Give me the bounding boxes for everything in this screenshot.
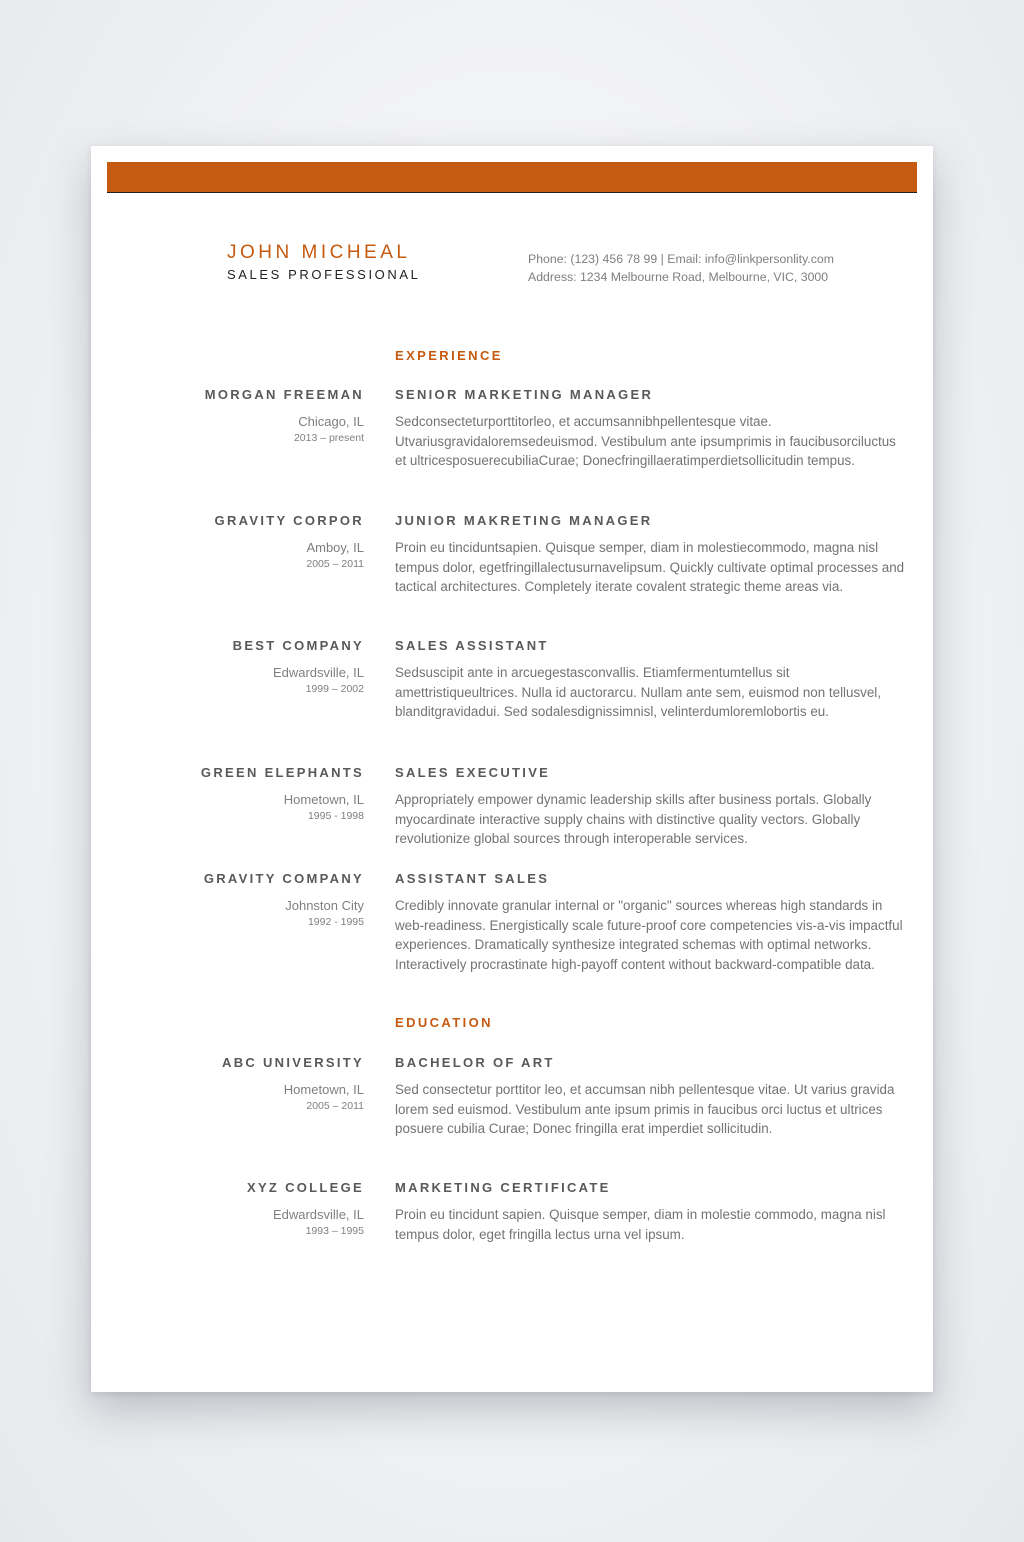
job-title: SALES EXECUTIVE	[395, 765, 551, 780]
entry-body	[395, 1055, 905, 1139]
job-description: Proin eu tinciduntsapien. Quisque semper, diam in molestiecommodo, magna nisl tempus dolor, egetfringillalectusurnavelipsum. Quickly cultivate optimal processes and tactical architectures. Completely iterate covalent strategic theme areas via.	[395, 540, 905, 595]
job-title: JUNIOR MAKRETING MANAGER	[395, 513, 653, 528]
entry-body	[395, 387, 905, 471]
contact-info	[528, 250, 834, 286]
candidate-role: SALES PROFESSIONAL	[227, 267, 421, 282]
employer-location: Amboy, IL	[306, 540, 364, 555]
employer-name: BEST COMPANY	[232, 638, 364, 653]
job-title: SENIOR MARKETING MANAGER	[395, 387, 654, 402]
employer-location: Johnston City	[285, 898, 364, 913]
job-description: Sedsuscipit ante in arcuegestasconvallis. Etiamfermentumtellus sit amettristiqueultrices. Nulla id auctorarcu. Nullam ante sem, euismod non tellusvel, blanditgravidadui. Sed sodalesdignissimnisl, velinterdumloremlobortis eu.	[395, 665, 881, 720]
entry-body	[395, 638, 905, 722]
school-name: ABC UNIVERSITY	[222, 1055, 364, 1070]
employer-name: GRAVITY CORPOR	[214, 513, 364, 528]
entry-body	[395, 871, 905, 974]
employment-dates: 1995 - 1998	[307, 810, 364, 822]
employment-dates: 1992 - 1995	[307, 916, 364, 928]
section-title-experience: EXPERIENCE	[395, 348, 503, 363]
accent-header-bar	[107, 162, 917, 193]
entry-meta	[104, 1180, 364, 1237]
candidate-name: JOHN MICHEAL	[227, 242, 411, 263]
employer-location: Edwardsville, IL	[272, 665, 364, 680]
entry-meta	[104, 871, 364, 928]
section-title-education: EDUCATION	[395, 1015, 493, 1030]
employer-location: Chicago, IL	[298, 414, 364, 429]
study-dates: 2005 – 2011	[306, 1100, 364, 1112]
employer-name: GRAVITY COMPANY	[203, 871, 364, 886]
entry-meta	[104, 1055, 364, 1112]
degree-title: BACHELOR OF ART	[395, 1055, 555, 1070]
employment-dates: 1999 – 2002	[305, 683, 364, 695]
employer-name: MORGAN FREEMAN	[204, 387, 364, 402]
school-location: Edwardsville, IL	[272, 1207, 364, 1222]
job-description: Credibly innovate granular internal or "organic" sources whereas high standards in web-readiness. Energistically scale future-proof core competencies vis-a-vis impactful experiences. Dramatically synthesize integrated schemas with optimal networks. Interactively procrastinate high-payoff content without backward-compatible data.	[395, 898, 903, 972]
contact-phone-email: Phone: (123) 456 78 99 | Email: info@linkpersonlity.com	[528, 252, 834, 266]
entry-body	[395, 1180, 905, 1244]
job-description: Sedconsecteturporttitorleo, et accumsannibhpellentesque vitae. Utvariusgravidaloremsedeuismod. Vestibulum ante ipsumprimis in faucibusorciluctus et ultricesposuerecubiliaCurae; Donecfringillaeratimperdietsollicitudin tempus.	[395, 414, 896, 469]
entry-meta	[104, 765, 364, 822]
contact-address: Address: 1234 Melbourne Road, Melbourne, VIC, 3000	[528, 270, 829, 284]
employer-location: Hometown, IL	[283, 792, 364, 807]
entry-body	[395, 765, 905, 849]
employer-name: GREEN ELEPHANTS	[200, 765, 364, 780]
resume-page	[91, 146, 933, 1392]
job-description: Appropriately empower dynamic leadership skills after business portals. Globally myocardinate interactive supply chains with distinctive quality vectors. Globally revolutionize global sources through interoperable services.	[395, 792, 872, 847]
school-name: XYZ COLLEGE	[246, 1180, 364, 1195]
entry-meta	[104, 387, 364, 444]
employment-dates: 2013 – present	[293, 432, 364, 444]
employment-dates: 2005 – 2011	[306, 558, 364, 570]
school-location: Hometown, IL	[283, 1082, 364, 1097]
entry-meta	[104, 638, 364, 695]
study-dates: 1993 – 1995	[305, 1225, 364, 1237]
degree-title: MARKETING CERTIFICATE	[395, 1180, 611, 1195]
job-title: ASSISTANT SALES	[395, 871, 550, 886]
job-title: SALES ASSISTANT	[395, 638, 549, 653]
entry-meta	[104, 513, 364, 570]
degree-description: Proin eu tincidunt sapien. Quisque semper, diam in molestie commodo, magna nisl tempus dolor, eget fringilla lectus urna vel ipsum.	[395, 1207, 886, 1242]
degree-description: Sed consectetur porttitor leo, et accumsan nibh pellentesque vitae. Ut varius gravida lorem sed euismod. Vestibulum ante ipsum primis in faucibus orci luctus et ultrices posuere cubilia Curae; Donec fringilla erat imperdiet sollicitudin.	[395, 1082, 895, 1137]
entry-body	[395, 513, 905, 597]
